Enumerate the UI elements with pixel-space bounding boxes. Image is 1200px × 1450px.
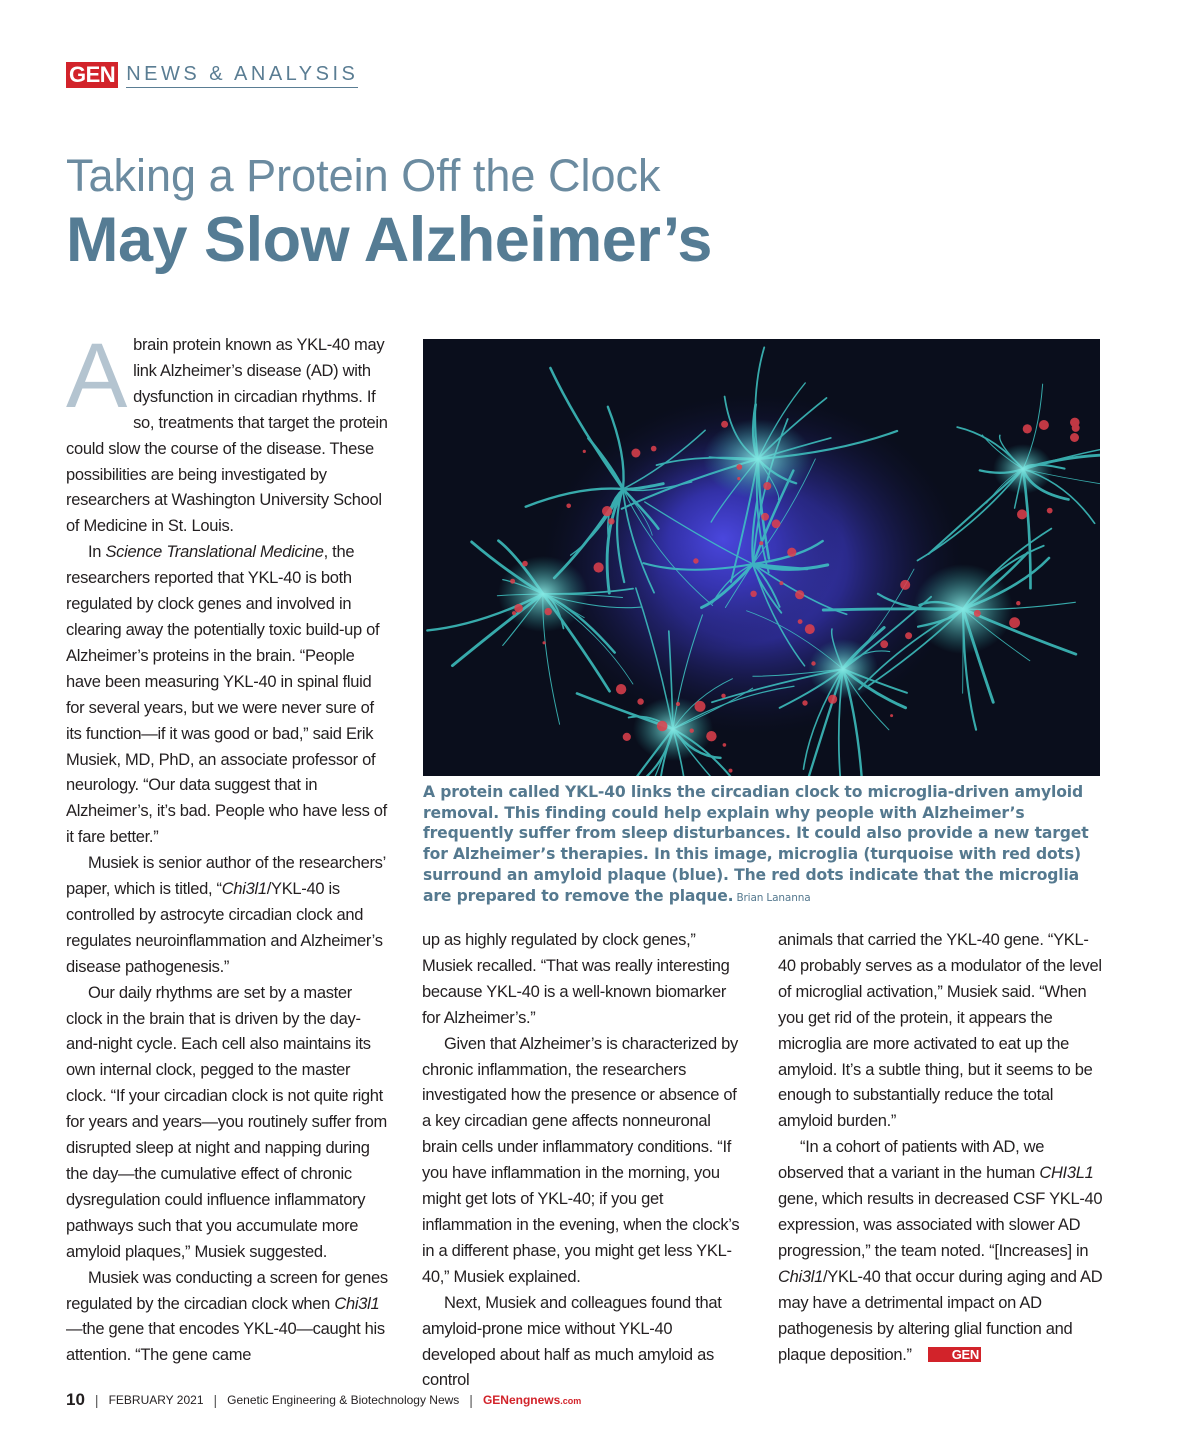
section-header <box>66 62 358 88</box>
red-dot <box>1017 509 1027 519</box>
gene-name: CHI3L1 <box>1039 1164 1094 1183</box>
gene-name: Chi3l1 <box>221 880 267 899</box>
gene-name: Chi3l1 <box>778 1267 823 1286</box>
paragraph-7: Given that Alzheimer’s is characterized by chronic inflammation, the researchers investigated how the presence or absence of a key circadian gene affects nonneuronal brain cells under inflammatory conditions. “If you have inflammation in the morning, you might get lots of YKL-40; if you get inflammation in the evening, when the clock’s in a different phase, you might get less YKL-40,” Musiek explained. <box>422 1034 740 1286</box>
red-dot <box>545 608 552 615</box>
figure-caption <box>423 782 1103 908</box>
red-dot <box>1072 424 1080 432</box>
drop-cap: A <box>66 325 128 427</box>
red-dot <box>693 558 698 563</box>
red-dot <box>763 482 771 490</box>
red-dot <box>802 700 807 705</box>
website-link[interactable]: GENengnews.com <box>482 1393 582 1407</box>
red-dot <box>798 619 803 624</box>
red-dot <box>787 548 796 557</box>
red-dot <box>795 590 804 599</box>
red-dot <box>623 733 631 741</box>
red-dot <box>779 581 783 585</box>
red-dot <box>512 611 516 615</box>
red-dot <box>602 506 612 516</box>
microglia-plaque-image <box>423 339 1100 776</box>
red-dot <box>522 561 528 567</box>
red-dot <box>566 504 571 509</box>
red-dot <box>890 714 893 717</box>
red-dot <box>811 661 815 665</box>
red-dot <box>690 729 694 733</box>
red-dot <box>1047 508 1053 514</box>
publication-name: Genetic Engineering & Biotechnology News <box>227 1393 460 1407</box>
red-dot <box>828 695 837 704</box>
divider: | <box>469 1392 473 1408</box>
red-dot <box>721 694 725 698</box>
paragraph-10: “In a cohort of patients with AD, we observed that a variant in the human CHI3L1 gene, which results in decreased CSF YKL-40 expression, was associated with slower AD progression,” the team noted. “[Increases] in Chi3l1/YKL-40 that occur during aging and AD may have a detrimental impact on AD pathogenesis by altering glial function and plaque deposition.” GEN <box>778 1138 1103 1364</box>
article-column-3 <box>778 928 1103 1368</box>
red-dot <box>772 519 781 528</box>
red-dot <box>543 641 546 644</box>
page-number: 10 <box>66 1390 85 1409</box>
red-dot <box>723 743 727 747</box>
journal-name: Science Translational Medicine <box>105 543 324 562</box>
article-kicker: Taking a Protein Off the Clock <box>66 150 661 201</box>
red-dot <box>583 450 586 453</box>
red-dot <box>1023 424 1032 433</box>
photo-credit: Brian Lananna <box>736 891 811 904</box>
section-label: NEWS & ANALYSIS <box>126 62 358 88</box>
red-dot <box>1039 420 1049 430</box>
caption-text: A protein called YKL-40 links the circadian clock to microglia-driven amyloid removal. This finding could help explain why people with Alzheimer’s frequently suffer from sleep disturbances. It could also provide a new target for Alzheimer’s therapies. In this image, microglia (turquoise with red dots) surround an amyloid plaque (blue). The red dots indicate that the microglia are prepared to remove the plaque. <box>423 783 1089 905</box>
red-dot <box>651 446 657 452</box>
red-dot <box>750 591 756 597</box>
red-dot <box>974 610 981 617</box>
paragraph-8: Next, Musiek and colleagues found that amyloid-prone mice without YKL-40 developed about half as much amyloid as control <box>422 1293 722 1390</box>
red-dot <box>637 698 643 704</box>
gen-logo: GEN <box>66 62 118 88</box>
paragraph-6: up as highly regulated by clock genes,” Musiek recalled. “That was really interesting because YKL-40 is a well-known biomarker for Alzheimer’s.” <box>422 931 730 1027</box>
red-dot <box>737 477 740 480</box>
red-dot <box>510 579 515 584</box>
article-column-1 <box>66 325 388 1369</box>
red-dot <box>594 562 604 572</box>
red-dot <box>880 640 888 648</box>
red-dot <box>900 580 910 590</box>
red-dot <box>631 449 640 458</box>
article-headline: May Slow Alzheimer’s <box>66 205 712 275</box>
red-dot <box>514 604 523 613</box>
red-dot <box>676 702 680 706</box>
page-footer <box>66 1390 581 1410</box>
paragraph-1: Abrain protein known as YKL-40 may link Alzheimer’s disease (AD) with dysfunction in circadian rhythms. If so, treatments that target the protein could slow the course of the disease. These possibilities are being investigated by researchers at Washington University School of Medicine in St. Louis. <box>66 325 388 536</box>
gen-end-mark: GEN <box>928 1347 981 1362</box>
red-dot <box>695 701 706 712</box>
paragraph-4: Our daily rhythms are set by a master clock in the brain that is driven by the day-and-night cycle. Each cell also maintains its own internal clock, pegged to the master clock. “If your circadian clock is not quite right for years and years—you routinely suffer from disrupted sleep at night and napping during the day—the cumulative effect of chronic dysregulation could influence inflammatory pathways such that you accumulate more amyloid plaques,” Musiek suggested. <box>66 983 387 1261</box>
red-dot <box>1009 617 1020 628</box>
gene-name: Chi3l1 <box>334 1294 380 1313</box>
red-dot <box>759 541 763 545</box>
red-dot <box>721 421 728 428</box>
red-dot <box>905 632 912 639</box>
red-dot <box>805 624 815 634</box>
red-dot <box>729 769 733 773</box>
red-dot <box>761 513 769 521</box>
red-dot <box>1016 601 1020 605</box>
divider: | <box>94 1392 99 1408</box>
paragraph-5: Musiek was conducting a screen for genes regulated by the circadian clock when Chi3l1—the gene that encodes YKL-40—caught his attention. “The gene came <box>66 1268 388 1365</box>
issue-date: FEBRUARY 2021 <box>108 1393 204 1407</box>
red-dot <box>608 518 614 524</box>
microscopy-image <box>423 339 1100 776</box>
paragraph-2: In Science Translational Medicine, the researchers reported that YKL-40 is both regulated by clock genes and involved in clearing away the potentially toxic build-up of Alzheimer’s proteins in the brain. “People have been measuring YKL-40 in spinal fluid for several years, but we were never sure of its function—if it was good or bad,” said Erik Musiek, MD, PhD, an associate professor of neurology. “Our data suggest that in Alzheimer’s, it’s bad. People who have less of it fare better.” <box>66 543 387 847</box>
red-dot <box>736 464 742 470</box>
red-dot <box>616 684 626 694</box>
red-dot <box>1070 433 1079 442</box>
paragraph-9: animals that carried the YKL-40 gene. “YKL-40 probably serves as a modulator of the level of microglial activation,” Musiek said. “When you get rid of the protein, it appears the microglia are more activated to eat up the amyloid. It’s a subtle thing, but it seems to be enough to substantially reduce the total amyloid burden.” <box>778 931 1102 1131</box>
red-dot <box>657 721 668 732</box>
article-column-2 <box>422 928 747 1394</box>
paragraph-3: Musiek is senior author of the researchers’ paper, which is titled, “Chi3l1/YKL-40 is controlled by astrocyte circadian clock and regulates neuroinflammation and Alzheimer’s disease pathogenesis.” <box>66 854 386 976</box>
divider: | <box>213 1392 218 1408</box>
red-dot <box>706 731 716 741</box>
